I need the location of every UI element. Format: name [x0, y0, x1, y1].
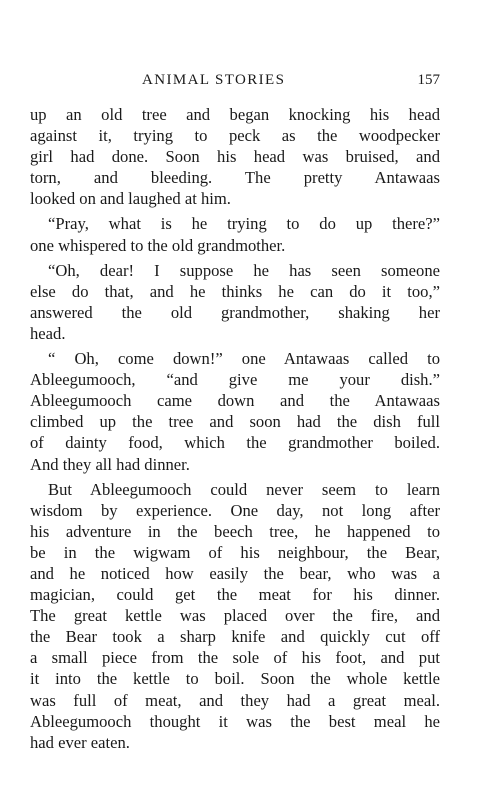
text-line: else do that, and he thinks he can do it too,”: [30, 281, 440, 301]
text-line: wisdom by experience. One day, not long after: [30, 500, 440, 520]
running-title: ANIMAL STORIES: [142, 72, 286, 88]
page-number: 157: [417, 72, 440, 88]
text-line: a small piece from the sole of his foot, and put: [30, 648, 440, 668]
text-line: climbed up the tree and soon had the dish full: [30, 412, 440, 432]
paragraph: [30, 260, 440, 344]
paragraph: [30, 213, 440, 255]
text-line: “Pray, what is he trying to do up there?”: [48, 214, 440, 234]
text-line: “Oh, dear! I suppose he has seen someone: [48, 260, 440, 280]
running-head: [30, 72, 440, 94]
text-line: magician, could get the meat for his dinner.: [30, 585, 440, 605]
body-text: [30, 104, 440, 753]
text-line: be in the wigwam of his neighbour, the Bear,: [30, 542, 440, 562]
text-line: girl had done. Soon his head was bruised, and: [30, 147, 440, 167]
text-line: his adventure in the beech tree, he happened to: [30, 521, 440, 541]
paragraph: [30, 104, 440, 209]
text-line: head.: [30, 323, 66, 343]
text-line: “ Oh, come down!” one Antawaas called to: [48, 349, 440, 369]
text-line: Ableegumooch thought it was the best meal he: [30, 711, 440, 731]
text-line: the Bear took a sharp knife and quickly cut off: [30, 627, 440, 647]
paragraph: [30, 348, 440, 475]
text-line: looked on and laughed at him.: [30, 189, 231, 209]
text-line: torn, and bleeding. The pretty Antawaas: [30, 168, 440, 188]
text-line: against it, trying to peck as the woodpecker: [30, 126, 440, 146]
text-line: up an old tree and began knocking his head: [30, 105, 440, 124]
paragraph: [30, 479, 440, 753]
text-line: Ableegumooch came down and the Antawaas: [30, 391, 440, 411]
text-line: of dainty food, which the grandmother boiled.: [30, 433, 440, 453]
text-line: had ever eaten.: [30, 732, 130, 752]
text-line: one whispered to the old grandmother.: [30, 235, 286, 255]
text-line: was full of meat, and they had a great meal.: [30, 690, 440, 710]
text-line: and he noticed how easily the bear, who was a: [30, 563, 440, 583]
text-line: answered the old grandmother, shaking her: [30, 302, 440, 322]
text-line: But Ableegumooch could never seem to learn: [48, 479, 440, 499]
text-line: it into the kettle to boil. Soon the whole kettle: [30, 669, 440, 689]
text-line: And they all had dinner.: [30, 454, 190, 474]
text-line: Ableegumooch, “and give me your dish.”: [30, 370, 440, 390]
text-line: The great kettle was placed over the fire, and: [30, 606, 440, 626]
